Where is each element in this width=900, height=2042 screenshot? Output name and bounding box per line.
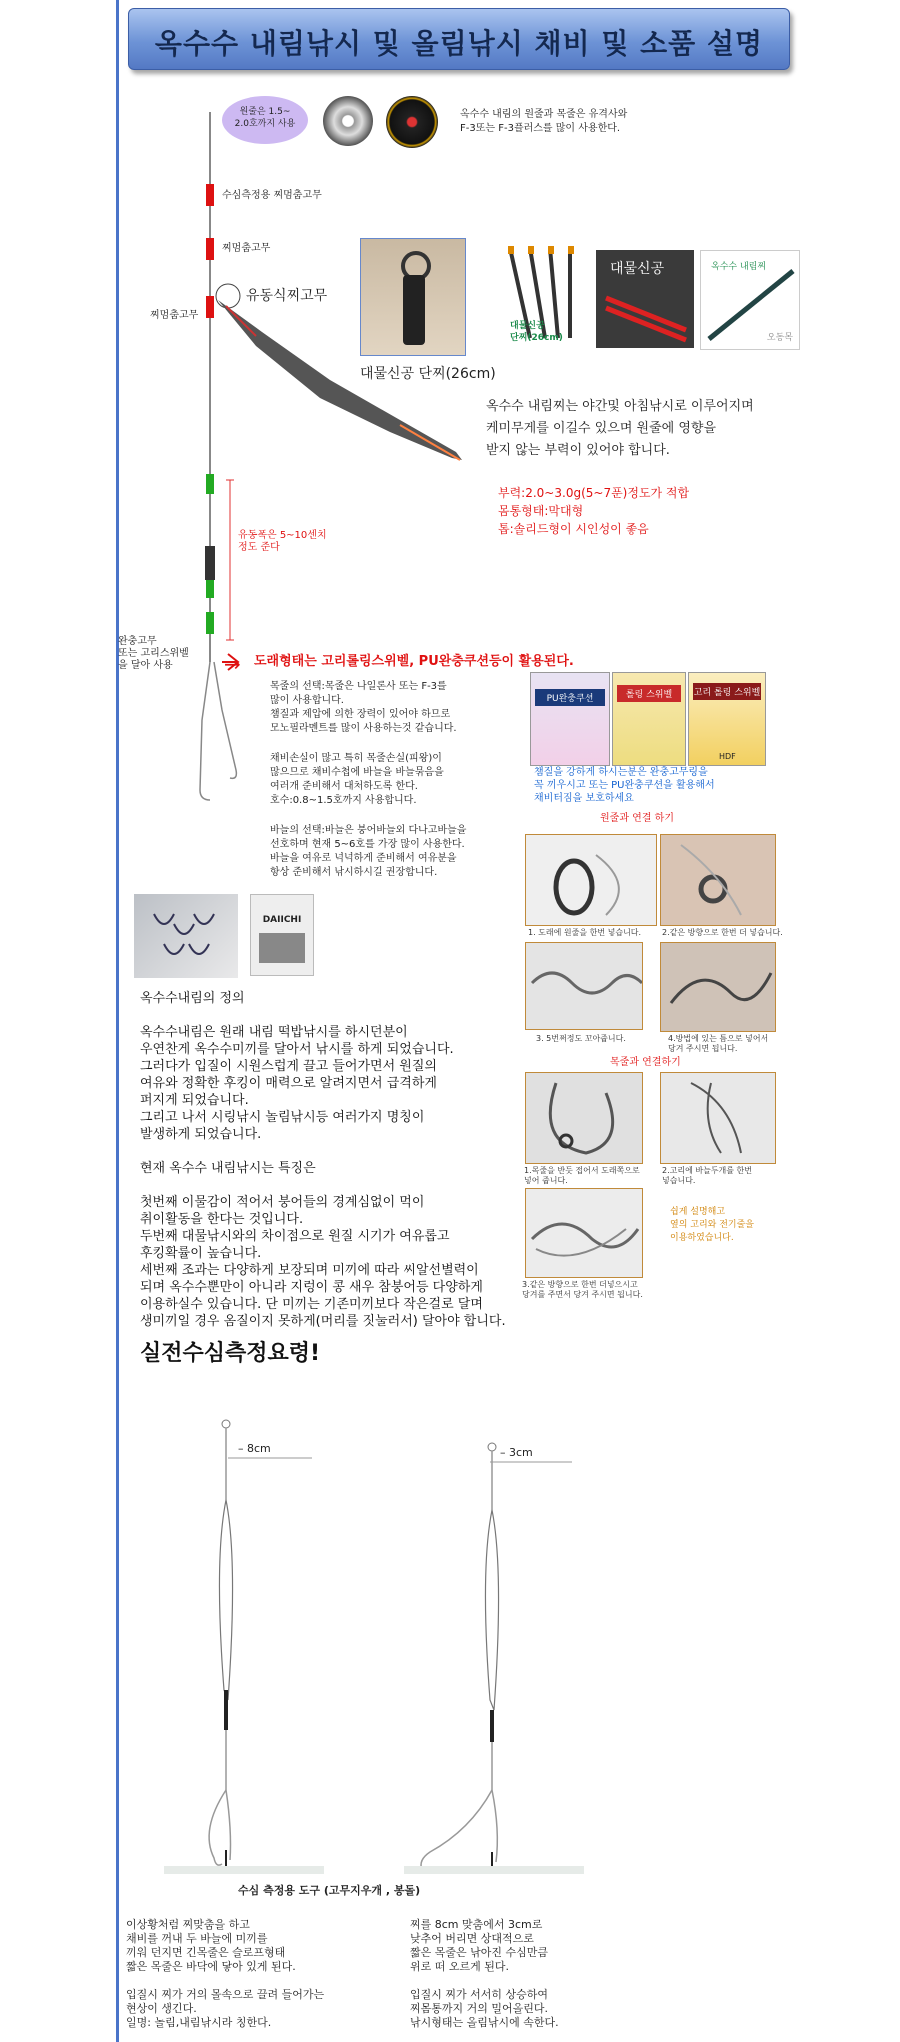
label-flow-range: 유동폭은 5~10센치 정도 준다 [238,530,327,553]
label-stopper3: 찌멈춤고무 [150,310,199,321]
label-float-name: 대물신공 단찌(26cm) [360,366,496,382]
field-title: 실전수심측정요령! [140,1341,321,1366]
label-stopper1: 수심측정용 찌멈춤고무 [222,190,322,201]
step-caption-7: 3.같은 방향으로 한번 더넣으시고 당겨를 주면서 당겨 주시면 됩니다. [522,1280,643,1299]
leader-para: 목줄의 선택:목줄은 나일론사 또는 F-3를 많이 사용합니다. 챔질과 제압에 의한 장력이 있어야 하므로 모노필라멘트를 많이 사용하는것 같습니다. [270,681,457,734]
right-explanation: 찌를 8cm 맞춤에서 3cm로 낮추어 버리면 상대적으로 짧은 목줄은 낚아진 수심만큼 위로 떠 오르게 된다. 입질시 찌가 서서히 상승하여 찌몸통까지 거의 밀어올린다. 낚시형태는 올림낚시에 속한다. [410,1918,559,2029]
hook-para: 바늘의 선택:바늘은 붕어바늘외 다나고바늘을 선호하며 현재 5~6호를 가장 많이 사용한다. 바늘을 여유로 넉넉하게 준비해서 여유분을 항상 준비해서 낚시하시길 권장합니다. [270,825,467,878]
float-description: 옥수수 내림찌는 야간및 아침낚시로 이루어지며 케미무게를 이길수 있으며 원줄에 영향을 받지 않는 부력이 있어야 합니다. [486,399,754,458]
line-note: 옥수수 내림의 원줄과 목줄은 유격사와 F-3또는 F-3플러스를 많이 사용한다. [460,109,628,134]
pkg-ring-swivel: 고리 롤링 스위벨 HDF [688,672,766,766]
connect2-title: 목줄과 연결하기 [610,1057,681,1068]
recommend-text: 챔질을 강하게 하시는분은 완충고무링을 꼭 끼우시고 또는 PU완충쿠션을 활용해서 채비터짐을 보호하세요 [534,767,715,804]
label-left-8cm: – 8cm [238,1442,271,1455]
product-label-3: 옥수수 내림찌 [711,262,767,272]
step-caption-5: 1.목줄을 반듯 접어서 도래쪽으로 넣어 줍니다. [524,1166,640,1185]
product-label-2: 대물신공 [610,261,665,277]
pkg-rolling-swivel: 롤링 스위벨 [612,672,686,766]
line-weight-bubble: 원줄은 1.5~ 2.0호까지 사용 [222,96,308,144]
swivel-arrow: → [224,652,241,676]
product-label-1: 대물신공 단찌(26cm) [510,321,563,343]
swivel-heading: 도래형태는 고리롤링스위벨, PU완충쿠션등이 활용된다. [254,654,574,669]
page-title: 옥수수 내림낚시 및 올림낚시 채비 및 소품 설명 [154,27,764,60]
tool-caption: 수심 측정용 도구 (고무지우개 , 봉돌) [238,1884,421,1897]
hook-brand: DAIICHI [262,915,302,925]
side-note: 쉽게 설명해고 옆의 고리와 전기줄을 이용하였습니다. [670,1207,754,1243]
step-caption-3: 3. 5번쩌정도 꼬아줍니다. [536,1034,626,1043]
step-caption-6: 2.고리에 바늘두개를 한번 넣습니다. [662,1166,752,1185]
label-right-3cm: – 3cm [500,1446,533,1459]
definition-text: 옥수수내림의 정의 옥수수내림은 원래 내림 떡밥낚시를 하시던분이 우연찬게 옥수수미끼를 달아서 낚시를 하게 되었습니다. 그러다가 입질이 시원스럽게 끌고 들어가면서 원질의 여유와 정확한 후킹이 매력으로 알려지면서 급격하게 퍼지게 되었습니다. 그리고 나서 시링낚시 놀림낚시등 여러가지 명칭이 발생하게 되었습니다. 현재 옥수수 내림낚시는 특징은 첫번째 이물감이 적어서 붕어들의 경계심없이 먹이 취이활동을 한다는 것입니다. 두번째 대물낚시와의 차이점으로 원질 시기가 여유롭고 후킹확률이 높습니다. 세번째 조과는 다양하게 보장되며 미끼에 따라 씨알선별력이 되며 옥수수뿐만이 아니라 지렁이 콩 새우 참붕어등 다양하게 이용하실수 있습니다. 단 미끼는 기존미끼보다 작은걸로 달며 생미끼일 경우 옴질이지 못하게(머리를 짓눌러서) 달아야 합니다. [140,991,506,1329]
spare-para: 채비손실이 많고 특히 목줄손실(피왕)이 많으므로 채비수첩에 바늘을 바늘묶음을 여러개 준비해서 대처하도록 한다. 호수:0.8~1.5호까지 사용합니다. [270,753,444,806]
step-caption-1: 1. 도래에 원줄을 한번 넣습니다. [528,928,642,937]
pkg-pu-cushion: PU완충쿠션 [530,672,610,766]
float-spec: 부력:2.0~3.0g(5~7푼)정도가 적합 몸통형태:막대형 톱:솔리드형이 시인성이 좋음 [498,486,690,536]
step-caption-4: 4.방법에 있는 틈으로 넣어서 당겨 주시면 됩니다. [668,1034,769,1053]
label-bottom-rubber: 완충고무 또는 고리스위벨 을 달아 사용 [118,636,189,671]
product-label-4: 오동목 [766,333,793,343]
connect-title: 원줄과 연결 하기 [600,813,674,824]
left-explanation: 이상황처럼 찌맞춤을 하고 채비를 꺼내 두 바늘에 미끼를 끼워 던지면 긴목줄은 슬로프형태 짧은 목줄은 바닥에 닿아 있게 된다. 입질시 찌가 거의 몰속으로 끌려 들어가는 현상이 생긴다. 일명: 놀림,내림낚시라 칭한다. [126,1918,325,2029]
step-caption-2: 2.같은 방향으로 한번 더 넣습니다. [662,928,783,937]
label-swivel-rubber: 유동식찌고무 [246,288,328,304]
label-stopper2: 찌멈춤고무 [222,243,271,254]
